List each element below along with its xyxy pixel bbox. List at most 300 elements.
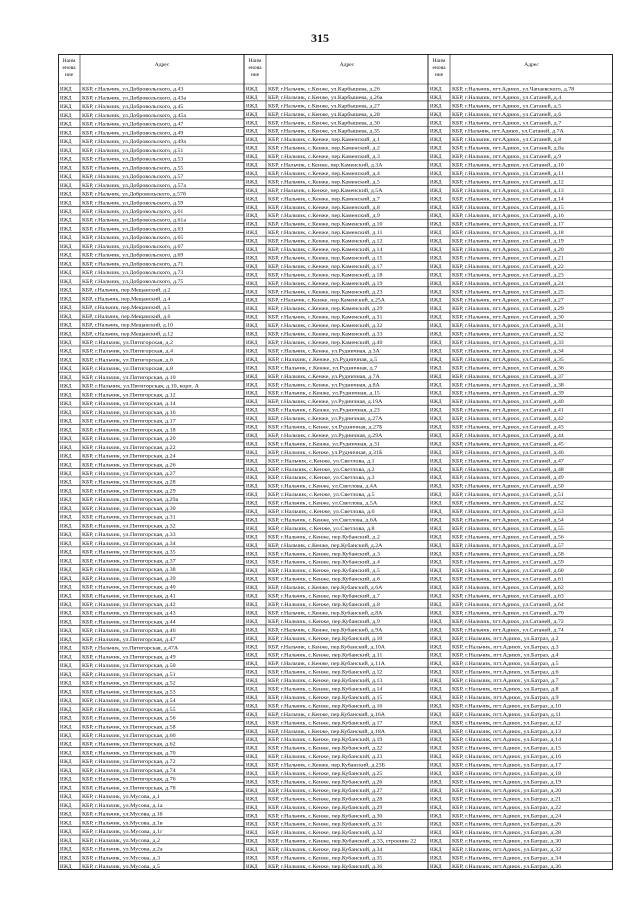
row-address: КБР, г.Нальчик, пгт.Адиюх, ул.Сатаней, д.40	[452, 400, 565, 406]
row-address: КБР, г.Нальчик, с.Кенже, пер.Каменский, д.3	[268, 155, 381, 161]
row-address: КБР, г.Нальчик, ул.Пятигорская, д.34	[82, 541, 177, 547]
row-address: КБР, г.Нальчик, ул.Добровольского, д.49а	[82, 140, 187, 146]
row-type: ИЖД	[60, 681, 72, 687]
row-type: ИЖД	[430, 180, 442, 186]
row-type: ИЖД	[430, 315, 442, 321]
row-type: ИЖД	[246, 256, 258, 262]
row-address: КБР, г.Нальчик, пгт.Адиюх, ул.Сатаней, д.56	[452, 535, 565, 541]
row-address: КБР, г.Нальчик, пгт.Адиюх, ул.Сатаней, д.10	[452, 163, 565, 169]
row-address: КБР, г.Нальчик, ул.Пятигорская, д.14	[82, 402, 177, 408]
row-address: КБР, г.Нальчик, пгт.Адиюх, ул.Сатаней, д.53	[452, 510, 565, 516]
row-type: ИЖД	[246, 848, 258, 854]
row-type: ИЖД	[60, 262, 72, 268]
row-type: ИЖД	[430, 112, 442, 118]
row-type: ИЖД	[60, 865, 72, 870]
row-address: КБР, г.Нальчик, пгт.Адиюх, ул.Сатаней, д.27	[452, 298, 565, 304]
row-type: ИЖД	[60, 201, 72, 207]
row-address: КБР, г.Нальчик, с.Кенже, пер.Кубанский, д.25	[268, 772, 383, 778]
row-type: ИЖД	[60, 594, 72, 600]
row-address: КБР, г.Нальчик, с.Кенже, пер.Кубанский, д.27	[268, 788, 383, 794]
row-address: КБР, г.Нальчик, с.Кенже, пер.Каменский, д.15	[268, 256, 383, 262]
row-type: ИЖД	[60, 358, 72, 364]
row-address: КБР, г.Нальчик, пгт.Адиюх, ул.Сатаней, д.35	[452, 357, 565, 363]
row-address: КБР, г.Нальчик, ул.Мусова, д.2а	[82, 847, 164, 853]
row-type: ИЖД	[246, 425, 258, 431]
row-address: КБР, г.Нальчик, ул.Пятигорская, д.32	[82, 524, 177, 530]
row-address: КБР, г.Нальчик, с.Кенже, пер.Кубанский, д.5	[268, 569, 381, 575]
row-address: КБР, г.Нальчик, пгт.Адиюх, ул.Батраз, д.24	[452, 814, 562, 820]
row-address: КБР, г.Нальчик, пгт.Адиюх, ул.Батраз, д.32	[452, 848, 562, 854]
row-address: КБР, г.Нальчик, пгт.Адиюх, ул.Батраз, д.17	[452, 763, 562, 769]
row-address: КБР, г.Нальчик, с.Кенже, пер.Каменский, д.29	[268, 307, 383, 313]
row-address: КБР, г.Нальчик, с.Кенже, ул.Рудничная, д.8А	[268, 383, 381, 389]
row-address: КБР, г.Нальчик, пгт.Адиюх, ул.Сатаней, д.52	[452, 501, 565, 507]
row-address: КБР, г.Нальчик, ул.Добровольского, д.57а	[82, 183, 187, 189]
row-address: КБР, г.Нальчик, пгт.Адиюх, ул.Сатаней, д.63	[452, 594, 565, 600]
row-address: КБР, г.Нальчик, пер.Мещанский, д.6	[82, 314, 171, 320]
row-type: ИЖД	[430, 831, 442, 837]
row-address: КБР, г.Нальчик, ул.Пятигорская, д.29	[82, 489, 177, 495]
row-address: КБР, г.Нальчик, пгт.Адиюх, ул.Сатаней, д.22	[452, 264, 565, 270]
row-address: КБР, г.Нальчик, пгт.Адиюх, ул.Сатаней, д.44	[452, 433, 565, 439]
row-type: ИЖД	[430, 628, 442, 634]
row-type: ИЖД	[246, 476, 258, 482]
row-address: КБР, г.Нальчик, пер.Мещанский, д.4	[82, 297, 171, 303]
row-type: ИЖД	[60, 707, 72, 713]
row-type: ИЖД	[60, 445, 72, 451]
address-register-table	[58, 54, 613, 870]
row-address: КБР, г.Нальчик, пгт.Адиюх, ул.Сатаней, д.16	[452, 214, 565, 220]
row-address: КБР, г.Нальчик, ул.Добровольского, д.49	[82, 131, 184, 137]
row-address: КБР, г.Нальчик, пгт.Адиюх, ул.Сатаней, д.5	[452, 104, 562, 110]
row-address: КБР, г.Нальчик, с.Кенже, пер.Кубанский, д.3	[268, 552, 381, 558]
row-address: КБР, г.Нальчик, пгт.Адиюх, ул.Сатаней, д.55	[452, 526, 565, 532]
row-address: КБР, г.Нальчик, с.Кенже, пер.Кубанский, д.32	[268, 831, 383, 837]
row-address: КБР, г.Нальчик, ул.Пятигорская, д.40	[82, 585, 177, 591]
row-type: ИЖД	[60, 96, 72, 102]
row-address: КБР, г.Нальчик, ул.Добровольского, д.67	[82, 244, 184, 250]
row-address: КБР, г.Нальчик, пгт.Адиюх, ул.Батраз, д.21	[452, 797, 562, 803]
row-address: КБР, г.Нальчик, ул.Пятигорская, д.56	[82, 716, 177, 722]
row-address: КБР, г.Нальчик, с.Кенже, пер.Кубанский, д.4	[268, 560, 381, 566]
row-type: ИЖД	[430, 239, 442, 245]
row-address: КБР, г.Нальчик, пер.Мещанский, д.12	[82, 332, 174, 338]
row-address: КБР, г.Нальчик, ул.Добровольского, д.45	[82, 105, 184, 111]
row-type: ИЖД	[246, 518, 258, 524]
row-address: КБР, г.Нальчик, пгт.Адиюх, ул.Сатаней, д.57	[452, 543, 565, 549]
row-type: ИЖД	[246, 112, 258, 118]
row-address: КБР, г.Нальчик, с.Кенже, пер.Кубанский, д.19	[268, 738, 383, 744]
row-address: КБР, г.Нальчик, ул.Пятигорская, д.42	[82, 603, 177, 608]
row-address: КБР, г.Нальчик, с.Кенже, пер.Кубанский, д.9	[268, 619, 381, 625]
row-type: ИЖД	[246, 87, 258, 93]
row-type: ИЖД	[246, 493, 258, 499]
row-type: ИЖД	[60, 795, 72, 801]
row-address: КБР, г.Нальчик, пгт.Адиюх, ул.Сатаней, д.8а	[452, 146, 565, 152]
row-address: КБР, г.Нальчик, пгт.Адиюх, ул.Батраз, д.14	[452, 738, 562, 744]
row-address: КБР, г.Нальчик, с.Кенже, пер.Каменский, д.5А	[268, 188, 383, 194]
row-type: ИЖД	[60, 384, 72, 390]
row-address: КБР, г.Нальчик, с.Кенже, пер.Кубанский, д.11	[268, 653, 383, 659]
row-address: КБР, г.Нальчик, ул.Пятигорская, д.72	[82, 760, 177, 766]
row-address: КБР, г.Нальчик, с.Кенже, ул.Карбышева, д.27	[268, 104, 381, 110]
row-type: ИЖД	[246, 155, 258, 161]
row-type: ИЖД	[246, 636, 258, 642]
row-type: ИЖД	[60, 210, 72, 215]
row-address: КБР, г.Нальчик, с.Кенже, пер.Каменский, д.14	[268, 248, 383, 254]
row-address: КБР, г.Нальчик, с.Кенже, ул.Карбышева, д.35	[268, 129, 381, 135]
row-address: КБР, г.Нальчик, с.Кенже, ул.Светлова, д.5А	[268, 501, 378, 507]
row-type: ИЖД	[430, 729, 442, 735]
row-address: КБР, г.Нальчик, с.Кенже, пер.Каменский, д.12	[268, 239, 383, 245]
row-type: ИЖД	[430, 746, 442, 752]
row-type: ИЖД	[430, 780, 442, 786]
row-type: ИЖД	[430, 408, 442, 414]
row-address: КБР, г.Нальчик, с.Кенже, ул.Рудничная, д.29А	[268, 433, 383, 439]
row-address: КБР, г.Нальчик, с.Кенже, пер.Кубанский, д.2	[268, 535, 381, 541]
row-type: ИЖД	[430, 366, 442, 372]
row-address: КБР, г.Нальчик, пгт.Адиюх, ул.Батраз, д.3	[452, 645, 560, 651]
row-address: КБР, г.Нальчик, пгт.Адиюх, ул.Сатаней, д.7А	[452, 129, 565, 135]
row-type: ИЖД	[60, 611, 72, 617]
row-address: КБР, г.Нальчик, с.Кенже, ул.Рудничная, д.7А	[268, 374, 381, 380]
row-type: ИЖД	[60, 236, 72, 242]
row-type: ИЖД	[60, 603, 72, 608]
row-type: ИЖД	[246, 831, 258, 837]
row-type: ИЖД	[430, 510, 442, 516]
row-type: ИЖД	[246, 129, 258, 135]
row-type: ИЖД	[246, 611, 258, 617]
row-address: КБР, г.Нальчик, ул.Добровольского, д.71	[82, 262, 184, 268]
row-type: ИЖД	[246, 374, 258, 380]
row-address: КБР, г.Нальчик, ул.Пятигорская, д.2	[82, 341, 174, 346]
row-type: ИЖД	[430, 417, 442, 423]
row-type: ИЖД	[60, 393, 72, 399]
row-type: ИЖД	[430, 526, 442, 532]
row-type: ИЖД	[430, 721, 442, 727]
row-type: ИЖД	[246, 746, 258, 752]
row-type: ИЖД	[430, 357, 442, 363]
row-address: КБР, г.Нальчик, с.Кенже, ул.Светлова, д.6А	[268, 518, 378, 524]
row-type: ИЖД	[246, 324, 258, 330]
row-address: КБР, г.Нальчик, с.Кенже, пер.Каменский, д.9	[268, 214, 381, 220]
row-type: ИЖД	[60, 113, 72, 119]
row-type: ИЖД	[60, 620, 72, 626]
row-type: ИЖД	[430, 104, 442, 110]
row-address: КБР, г.Нальчик, пгт.Адиюх, ул.Батраз, д.4	[452, 653, 560, 659]
row-address: КБР, г.Нальчик, с.Кенже, пер.Кубанский, д.12	[268, 670, 383, 676]
row-type: ИЖД	[60, 838, 72, 844]
row-address: КБР, г.Нальчик, ул.Пятигорская, д.43	[82, 611, 177, 617]
row-type: ИЖД	[246, 180, 258, 186]
row-address: КБР, г.Нальчик, пгт.Адиюх, ул.Сатаней, д.29	[452, 307, 565, 313]
row-type: ИЖД	[430, 138, 442, 144]
row-address: КБР, г.Нальчик, пгт.Адиюх, ул.Сатаней, д.41	[452, 408, 565, 414]
row-address: КБР, г.Нальчик, с.Кенже, пер.Кубанский, д.26	[268, 780, 383, 786]
header-type-label: ние	[64, 72, 74, 78]
row-address: КБР, г.Нальчик, с.Кенже, пер.Кубанский, д.14	[268, 687, 383, 693]
row-type: ИЖД	[430, 374, 442, 380]
row-type: ИЖД	[430, 290, 442, 296]
row-type: ИЖД	[430, 493, 442, 499]
row-type: ИЖД	[430, 450, 442, 456]
row-address: КБР, г.Нальчик, пгт.Адиюх, ул.Сатаней, д.6	[452, 112, 562, 118]
row-type: ИЖД	[246, 687, 258, 693]
row-type: ИЖД	[60, 777, 72, 783]
row-address: КБР, г.Нальчик, ул.Пятигорская, д.27	[82, 472, 177, 477]
row-type: ИЖД	[60, 515, 72, 521]
row-address: КБР, г.Нальчик, пгт.Адиюх, ул.Сатаней, д.8	[452, 138, 562, 144]
row-type: ИЖД	[60, 367, 72, 373]
row-type: ИЖД	[246, 417, 258, 423]
row-type: ИЖД	[246, 788, 258, 794]
row-type: ИЖД	[60, 489, 72, 495]
row-type: ИЖД	[60, 568, 72, 574]
row-type: ИЖД	[430, 95, 442, 101]
row-type: ИЖД	[246, 214, 258, 220]
row-type: ИЖД	[246, 586, 258, 592]
row-address: КБР, г.Нальчик, с.Кенже, ул.Рудничная, д.19А	[268, 400, 383, 406]
row-address: КБР, г.Нальчик, пгт.Адиюх, ул.Сатаней, д.74	[452, 628, 565, 634]
row-address: КБР, г.Нальчик, с.Кенже, пер.Кубанский, д.6А	[268, 586, 383, 592]
row-type: ИЖД	[60, 297, 72, 303]
row-type: ИЖД	[430, 484, 442, 490]
row-address: КБР, г.Нальчик, ул.Пятигорская, д.41	[82, 594, 177, 600]
row-address: КБР, г.Нальчик, пгт.Адиюх, ул.Сатаней, д.32	[452, 332, 565, 338]
row-type: ИЖД	[430, 788, 442, 794]
row-type: ИЖД	[430, 763, 442, 769]
row-type: ИЖД	[60, 288, 72, 294]
row-address: КБР, г.Нальчик, ул.Пятигорская, д.46	[82, 629, 177, 635]
row-address: КБР, г.Нальчик, пгт.Адиюх, ул.Сатаней, д.18	[452, 231, 565, 237]
row-type: ИЖД	[60, 629, 72, 635]
row-address: КБР, г.Нальчик, с.Кенже, пер.Каменский, д.1	[268, 138, 381, 144]
row-type: ИЖД	[246, 856, 258, 862]
row-address: КБР, г.Нальчик, с.Кенже, ул.Рудничная, д.3А	[268, 349, 381, 355]
row-address: КБР, г.Нальчик, ул.Пятигорская, д.76	[82, 777, 177, 783]
row-address: КБР, г.Нальчик, ул.Пятигорская, д.58	[82, 725, 177, 731]
row-address: КБР, г.Нальчик, пгт.Адиюх, ул.Сатаней, д.9	[452, 155, 562, 161]
row-address: КБР, г.Нальчик, пгт.Адиюх, ул.Сатаней, д.42	[452, 417, 565, 423]
row-type: ИЖД	[60, 742, 72, 748]
row-address: КБР, г.Нальчик, с.Кенже, ул.Рудничная, д.5	[268, 357, 378, 363]
row-type: ИЖД	[246, 307, 258, 313]
row-type: ИЖД	[246, 729, 258, 735]
row-type: ИЖД	[430, 256, 442, 262]
row-address: КБР, г.Нальчик, ул.Пятигорская, д.10	[82, 375, 177, 381]
row-address: КБР, г.Нальчик, ул.Пятигорская, д.55	[82, 707, 177, 713]
row-address: КБР, г.Нальчик, ул.Пятигорская, д.12	[82, 393, 177, 399]
row-address: КБР, г.Нальчик, ул.Пятигорская, д.54	[82, 699, 177, 705]
row-address: КБР, г.Нальчик, пгт.Адиюх, ул.Сатаней, д.31	[452, 324, 565, 330]
row-type: ИЖД	[60, 122, 72, 128]
row-address: КБР, г.Нальчик, ул.Добровольского, д.65	[82, 236, 184, 242]
row-address: КБР, г.Нальчик, с.Кенже, пер.Каменский, д.40	[268, 341, 383, 346]
header-address-label: Адрес	[154, 62, 170, 68]
row-type: ИЖД	[246, 366, 258, 372]
row-address: КБР, г.Нальчик, ул.Пятигорская, д.16	[82, 410, 177, 416]
row-address: КБР, г.Нальчик, ул.Пятигорская, д.6	[82, 358, 174, 364]
row-address: КБР, г.Нальчик, с.Кенже, пер.Каменский, д.32	[268, 324, 383, 330]
row-address: КБР, г.Нальчик, ул.Мусова, д.5	[82, 865, 161, 870]
row-address: КБР, г.Нальчик, пер.Мещанский, д.2	[82, 288, 171, 294]
row-address: КБР, г.Нальчик, ул.Пятигорская, д.70	[82, 751, 177, 757]
row-address: КБР, г.Нальчик, пгт.Адиюх, ул.Сатаней, д.20	[452, 248, 565, 254]
row-type: ИЖД	[246, 467, 258, 473]
row-type: ИЖД	[430, 264, 442, 270]
row-type: ИЖД	[60, 664, 72, 670]
row-address: КБР, г.Нальчик, ул.Добровольского, д.55	[82, 166, 184, 172]
row-address: КБР, г.Нальчик, пгт.Адиюх, ул.Сатаней, д.64	[452, 603, 565, 608]
row-address: КБР, г.Нальчик, с.Кенже, ул.Карбышева, д.30	[268, 121, 381, 127]
row-type: ИЖД	[430, 805, 442, 811]
row-address: КБР, г.Нальчик, с.Кенже, пер.Кубанский, д.34	[268, 848, 383, 854]
row-type: ИЖД	[246, 797, 258, 803]
row-type: ИЖД	[246, 535, 258, 541]
row-address: КБР, г.Нальчик, ул.Пятигорская, д.44	[82, 620, 177, 626]
row-type: ИЖД	[246, 138, 258, 144]
row-type: ИЖД	[430, 425, 442, 431]
row-type: ИЖД	[430, 865, 442, 870]
row-type: ИЖД	[246, 450, 258, 456]
row-type: ИЖД	[430, 332, 442, 338]
row-type: ИЖД	[60, 716, 72, 722]
row-address: КБР, г.Нальчик, с.Кенже, пер.Каменский, д.5	[268, 180, 381, 186]
row-type: ИЖД	[60, 402, 72, 408]
row-address: КБР, г.Нальчик, ул.Мусова, д.1	[82, 795, 161, 801]
row-type: ИЖД	[430, 772, 442, 778]
row-type: ИЖД	[60, 725, 72, 731]
row-address: КБР, г.Нальчик, с.Кенже, пер.Кубанский, д.13	[268, 679, 383, 685]
row-address: КБР, г.Нальчик, ул.Добровольского, д.69	[82, 253, 184, 259]
row-type: ИЖД	[246, 163, 258, 169]
row-address: КБР, г.Нальчик, с.Кенже, пер.Кубанский, д.36	[268, 865, 383, 870]
row-type: ИЖД	[246, 383, 258, 389]
row-address: КБР, г.Нальчик, пгт.Адиюх, ул.Сатаней, д.4	[452, 95, 562, 101]
row-address: КБР, г.Нальчик, ул.Пятигорская, д.24	[82, 454, 177, 460]
row-type: ИЖД	[246, 721, 258, 727]
row-type: ИЖД	[60, 131, 72, 137]
row-type: ИЖД	[246, 594, 258, 600]
row-type: ИЖД	[60, 637, 72, 643]
header-type-label: Наим	[432, 58, 446, 64]
row-address: КБР, г.Нальчик, пгт.Адиюх, ул.Батраз, д.5	[452, 662, 560, 668]
row-address: КБР, г.Нальчик, ул.Пятигорская, д.47А	[82, 646, 179, 652]
row-type: ИЖД	[60, 524, 72, 530]
row-type: ИЖД	[60, 751, 72, 757]
row-type: ИЖД	[430, 687, 442, 693]
row-type: ИЖД	[60, 218, 72, 224]
header-type-label: енова	[248, 65, 262, 71]
row-type: ИЖД	[246, 603, 258, 608]
row-type: ИЖД	[430, 324, 442, 330]
row-address: КБР, г.Нальчик, пгт.Адиюх, ул.Сатаней, д.49	[452, 476, 565, 482]
row-address: КБР, г.Нальчик, ул.Добровольского, д.61	[82, 210, 184, 215]
row-address: КБР, г.Нальчик, с.Кенже, пер.Кубанский, д.28	[268, 797, 383, 803]
row-type: ИЖД	[430, 476, 442, 482]
row-address: КБР, г.Нальчик, с.Кенже, пер.Каменский, д.8	[268, 205, 381, 211]
row-type: ИЖД	[246, 188, 258, 194]
header-type-label: енова	[62, 65, 76, 71]
row-type: ИЖД	[246, 391, 258, 397]
row-type: ИЖД	[430, 603, 442, 608]
row-address: КБР, г.Нальчик, ул.Пятигорская, д.50	[82, 664, 177, 670]
row-type: ИЖД	[430, 848, 442, 854]
row-address: КБР, г.Нальчик, пгт.Адиюх, ул.Сатаней, д.61	[452, 577, 565, 583]
row-address: КБР, г.Нальчик, пгт.Адиюх, ул.Батраз, д.9	[452, 695, 560, 701]
row-type: ИЖД	[430, 231, 442, 237]
row-address: КБР, г.Нальчик, с.Кенже, пер.Каменский, д.10	[268, 222, 383, 228]
row-address: КБР, г.Нальчик, пгт.Адиюх, ул.Сатаней, д.59	[452, 560, 565, 566]
row-type: ИЖД	[60, 734, 72, 739]
row-type: ИЖД	[60, 410, 72, 416]
row-address: КБР, г.Нальчик, с.Кенже, ул.Светлова, д.3	[268, 476, 376, 482]
row-address: КБР, г.Нальчик, пгт.Адиюх, ул.Батраз, д.26	[452, 822, 562, 828]
row-address: КБР, г.Нальчик, пгт.Адиюх, ул.Батраз, д.30	[452, 839, 562, 845]
row-address: КБР, г.Нальчик, с.Кенже, пер.Кубанский, д.31	[268, 822, 383, 828]
row-address: КБР, г.Нальчик, ул.Добровольского, д.57	[82, 175, 184, 181]
row-type: ИЖД	[60, 332, 72, 338]
row-type: ИЖД	[430, 163, 442, 169]
row-address: КБР, г.Нальчик, ул.Добровольского, д.43	[82, 87, 184, 93]
row-address: КБР, г.Нальчик, с.Кенже, ул.Светлова, д.5	[268, 493, 376, 499]
row-address: КБР, г.Нальчик, пер.Мещанский, д.5	[82, 306, 171, 312]
row-type: ИЖД	[430, 281, 442, 287]
row-address: КБР, г.Нальчик, с.Кенже, пер.Кубанский, д.8	[268, 603, 381, 608]
row-type: ИЖД	[246, 459, 258, 465]
row-type: ИЖД	[430, 433, 442, 439]
row-address: КБР, г.Нальчик, с.Кенже, пер.Кубанский, д.33, строение 22	[268, 839, 417, 845]
row-type: ИЖД	[60, 454, 72, 460]
row-type: ИЖД	[246, 121, 258, 127]
row-type: ИЖД	[246, 222, 258, 228]
row-type: ИЖД	[430, 222, 442, 228]
row-type: ИЖД	[246, 205, 258, 211]
row-address: КБР, г.Нальчик, пер.Мещанский, д.10	[82, 323, 174, 329]
row-type: ИЖД	[246, 822, 258, 828]
row-address: КБР, г.Нальчик, пгт.Адиюх, ул.Сатаней, д.14	[452, 197, 565, 203]
row-type: ИЖД	[430, 704, 442, 710]
row-type: ИЖД	[246, 349, 258, 355]
row-address: КБР, г.Нальчик, с.Кенже, пер.Кубанский, д.11А	[268, 662, 386, 668]
row-type: ИЖД	[246, 400, 258, 406]
row-address: КБР, г.Нальчик, ул.Пятигорская, д.26	[82, 463, 177, 469]
page-number: 315	[311, 31, 329, 45]
row-type: ИЖД	[430, 442, 442, 448]
row-type: ИЖД	[60, 672, 72, 678]
row-type: ИЖД	[246, 772, 258, 778]
row-address: КБР, г.Нальчик, с.Кенже, пер.Кубанский, д.16	[268, 704, 383, 710]
row-address: КБР, г.Нальчик, с.Кенже, пер.Кубанский, д.23Б	[268, 763, 386, 769]
row-type: ИЖД	[246, 645, 258, 651]
row-type: ИЖД	[430, 679, 442, 685]
row-type: ИЖД	[430, 146, 442, 152]
row-type: ИЖД	[60, 847, 72, 853]
row-type: ИЖД	[246, 408, 258, 414]
row-address: КБР, г.Нальчик, с.Кенже, пер.Каменский, д.11	[268, 231, 383, 237]
row-address: КБР, г.Нальчик, с.Кенже, пер.Кубанский, д.17	[268, 721, 383, 727]
row-address: КБР, г.Нальчик, пгт.Адиюх, ул.Сатаней, д.45	[452, 442, 565, 448]
row-type: ИЖД	[60, 803, 72, 809]
row-type: ИЖД	[430, 577, 442, 583]
row-address: КБР, г.Нальчик, пгт.Адиюх, ул.Батраз, д.12	[452, 721, 562, 727]
row-address: КБР, г.Нальчик, ул.Мусова, д.3	[82, 856, 161, 862]
row-address: КБР, г.Нальчик, пгт.Адиюх, ул.Сатаней, д.38	[452, 383, 565, 389]
row-type: ИЖД	[430, 822, 442, 828]
row-type: ИЖД	[430, 467, 442, 473]
row-type: ИЖД	[60, 341, 72, 346]
row-address: КБР, г.Нальчик, пгт.Адиюх, ул.Батраз, д.2	[452, 636, 560, 642]
